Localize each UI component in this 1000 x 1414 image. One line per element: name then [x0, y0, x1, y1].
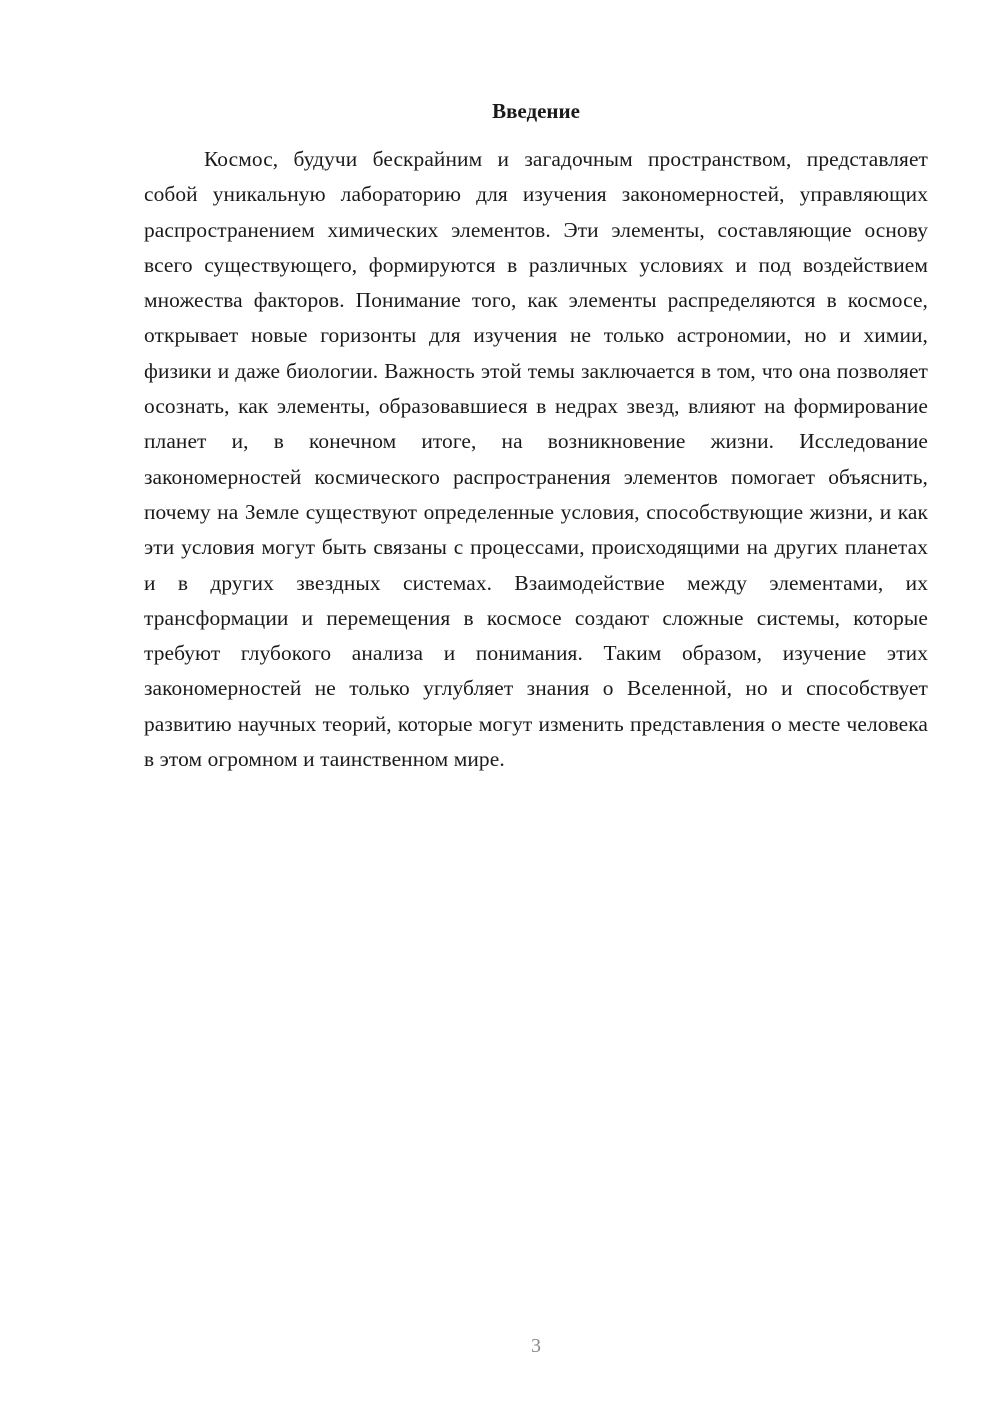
section-heading: Введение	[492, 99, 580, 123]
body-paragraph: Космос, будучи бескрайним и загадочным пространством, представляет собой уникальную лабораторию для изучения закономерностей, управляющих распространением химических элементов. Эти элементы, составляющие основу всего существующего, формируются в различных условиях и под воздействием множества факторов. Понимание того, как элементы распределяются в космосе, открывает новые горизонты для изучения не только астрономии, но и химии, физики и даже биологии. Важность этой темы заключается в том, что она позволяет осознать, как элементы, образовавшиеся в недрах звезд, влияют на формирование планет и, в конечном итоге, на возникновение жизни. Исследование закономерностей космического распространения элементов помогает объяснить, почему на Земле существуют определенные условия, способствующие жизни, и как эти условия могут быть связаны с процессами, происходящими на других планетах и в других звездных системах. Взаимодействие между элементами, их трансформации и перемещения в космосе создают сложные системы, которые требуют глубокого анализа и понимания. Таким образом, изучение этих закономерностей не только углубляет знания о Вселенной, но и способствует развитию научных теорий, которые могут изменить представления о месте человека в этом огромном и таинственном мире.	[144, 147, 928, 772]
page-number: 3	[531, 1335, 541, 1357]
